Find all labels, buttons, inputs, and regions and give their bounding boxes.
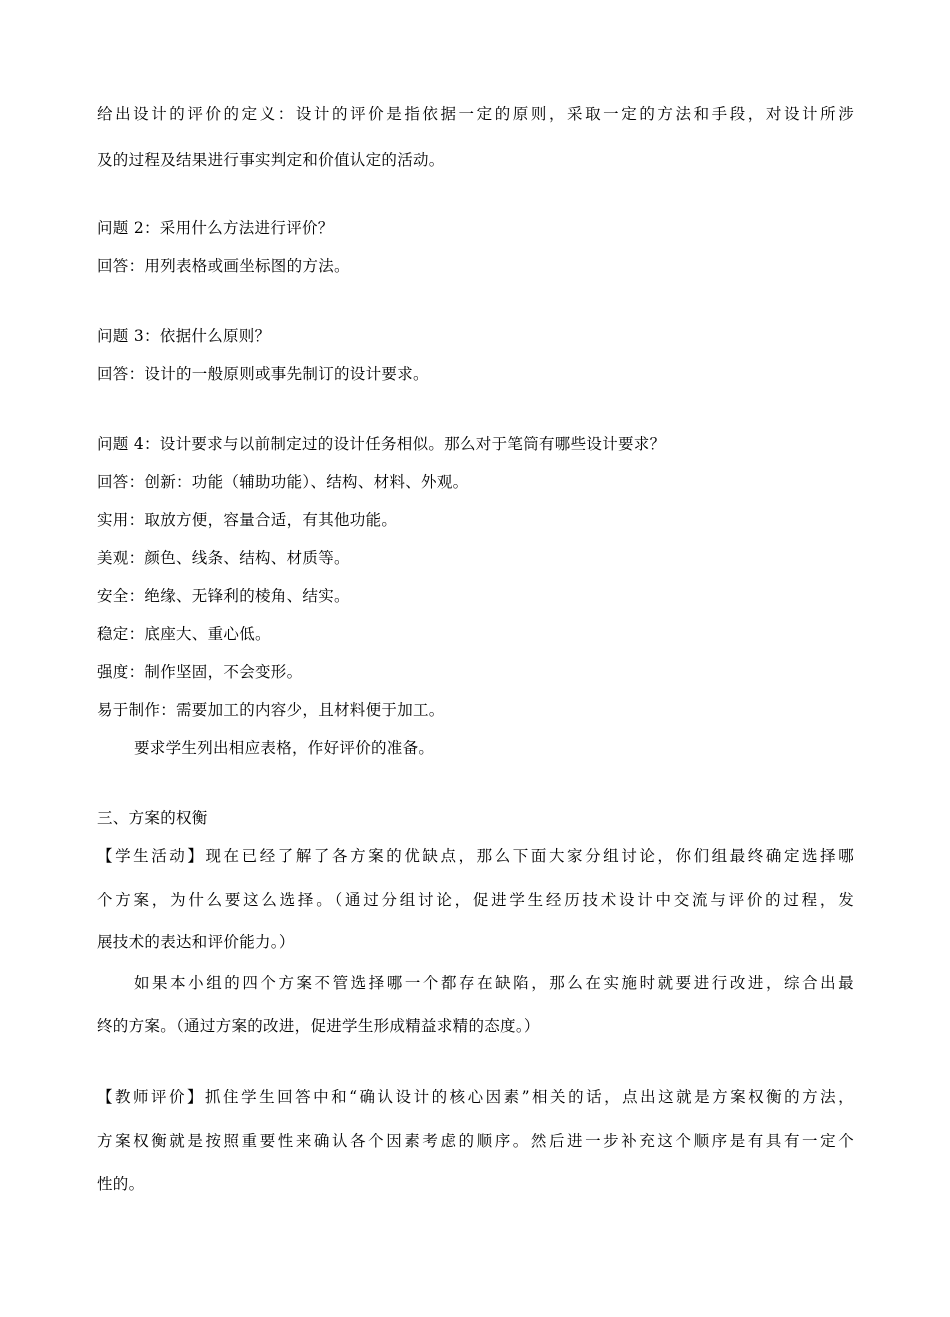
teacher-evaluation-line-3: 性的。 [97,1175,145,1193]
requirement-safety: 安全：绝缘、无锋利的棱角、结实。 [97,587,350,605]
answer-3: 回答：设计的一般原则或事先制订的设计要求。 [97,365,429,383]
student-activity-line-2: 个方案，为什么要这么选择。（通过分组讨论，促进学生经历技术设计中交流与评价的过程，发 [97,891,854,909]
student-table-instruction: 要求学生列出相应表格，作好评价的准备。 [134,739,435,757]
answer-4-innovation: 回答：创新：功能（辅助功能）、结构、材料、外观。 [97,473,469,491]
requirement-strength: 强度：制作坚固，不会变形。 [97,663,303,681]
question-3: 问题 3：依据什么原则？ [97,327,271,345]
requirement-aesthetic: 美观：颜色、线条、结构、材质等。 [97,549,350,567]
question-2: 问题 2：采用什么方法进行评价？ [97,219,334,237]
student-activity-line-3: 展技术的表达和评价能力。） [97,933,295,951]
requirement-easy-make: 易于制作：需要加工的内容少，且材料便于加工。 [97,701,445,719]
teacher-evaluation-line-2: 方案权衡就是按照重要性来确认各个因素考虑的顺序。然后进一步补充这个顺序是有具有一定个 [97,1132,854,1150]
definition-line-1: 给出设计的评价的定义：设计的评价是指依据一定的原则，采取一定的方法和手段，对设计所涉 [97,105,854,123]
requirement-practical: 实用：取放方便，容量合适，有其他功能。 [97,511,398,529]
section-heading-3: 三、方案的权衡 [97,809,208,827]
teacher-evaluation-line-1: 【教师评价】抓住学生回答中和“确认设计的核心因素”相关的话，点出这就是方案权衡的方法， [97,1088,854,1106]
question-4: 问题 4：设计要求与以前制定过的设计任务相似。那么对于笔筒有哪些设计要求？ [97,435,666,453]
definition-line-2: 及的过程及结果进行事实判定和价值认定的活动。 [97,151,445,169]
improvement-line-1: 如果本小组的四个方案不管选择哪一个都存在缺陷，那么在实施时就要进行改进，综合出最 [134,974,854,992]
answer-2: 回答：用列表格或画坐标图的方法。 [97,257,350,275]
requirement-stability: 稳定：底座大、重心低。 [97,625,271,643]
improvement-line-2: 终的方案。（通过方案的改进，促进学生形成精益求精的态度。） [97,1017,540,1035]
student-activity-line-1: 【学生活动】现在已经了解了各方案的优缺点，那么下面大家分组讨论，你们组最终确定选择哪 [97,847,854,865]
